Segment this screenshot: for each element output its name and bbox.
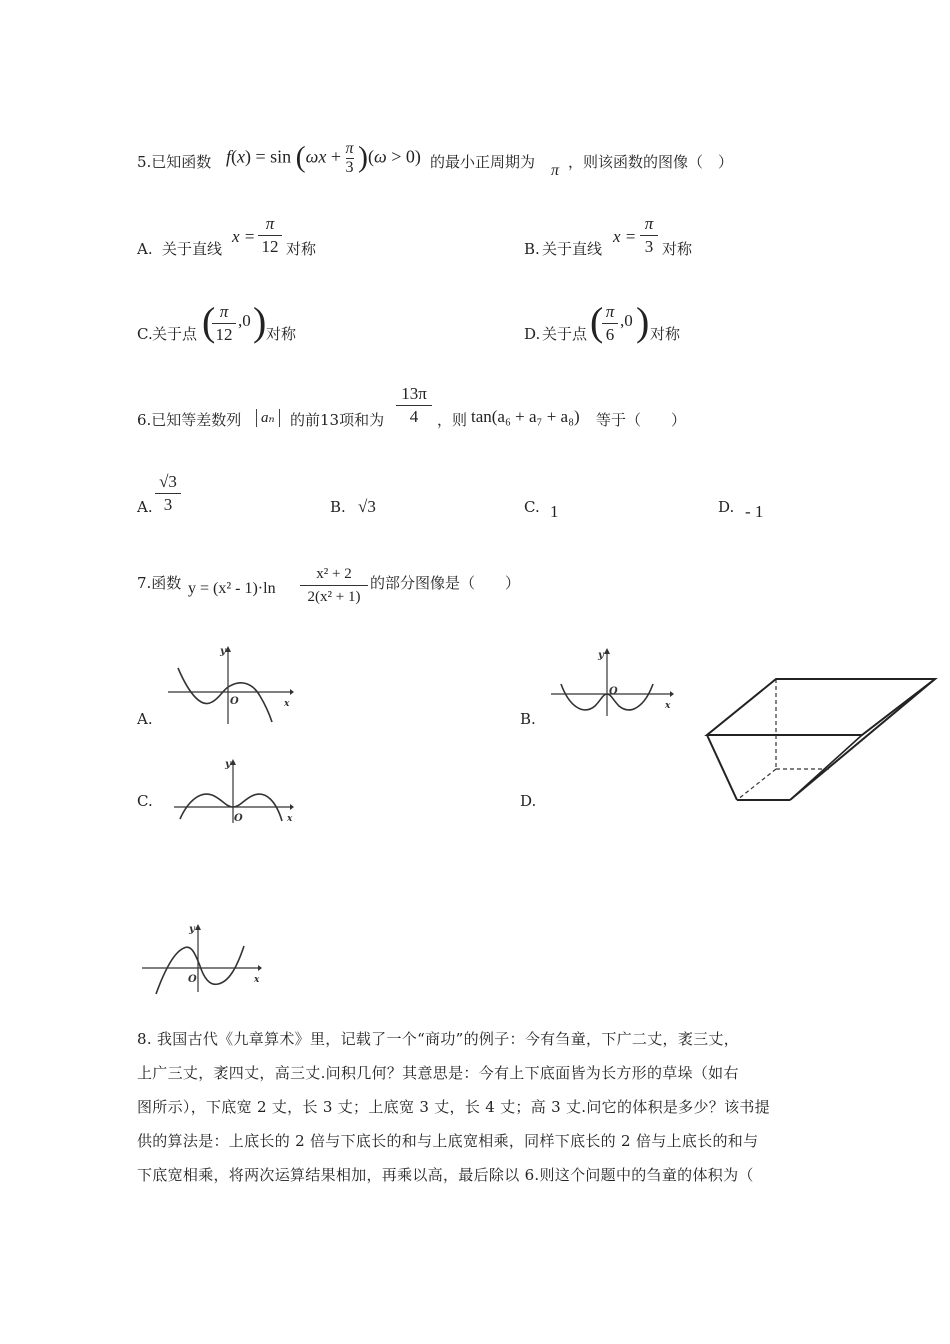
- y-axis-arrow: [230, 759, 236, 765]
- q7-graph-d: [138, 922, 266, 996]
- x-axis-arrow: [670, 691, 674, 697]
- frustum-edge: [707, 735, 737, 800]
- q7-graph-c: [170, 757, 300, 827]
- q7-graph-b: [545, 648, 675, 720]
- x-axis-label: x: [665, 701, 671, 711]
- q6-option-c-value: 1: [550, 502, 559, 521]
- q5-option-d-suffix: 对称: [650, 325, 681, 343]
- q5-option-a-suffix: 对称: [286, 240, 317, 258]
- q6-option-a-label: A.: [137, 498, 153, 516]
- q6-option-d-label: D.: [718, 498, 735, 516]
- q7-fraction: x² + 2 2(x² + 1): [300, 564, 368, 607]
- q5-option-d-paren-left: (: [590, 299, 604, 344]
- origin-label: O: [234, 813, 243, 824]
- q5-option-c-paren-right: ): [253, 299, 267, 344]
- x-axis-label: x: [284, 699, 290, 709]
- y-axis-arrow: [195, 924, 201, 930]
- q5-lead: 5.已知函数: [137, 153, 212, 171]
- q7-option-c-label: C.: [137, 792, 153, 810]
- q5-option-b-label: B.: [524, 240, 540, 258]
- q5-option-b-var: x =: [613, 227, 637, 246]
- q6-expression: tan(a₆ + a₇ + a₈): [471, 407, 580, 426]
- frustum-hidden-edge: [737, 769, 776, 800]
- q5-option-c-text: 关于点: [152, 325, 198, 343]
- curve: [178, 668, 272, 722]
- x-axis-arrow: [290, 689, 294, 695]
- q5-option-d-label: D.: [524, 325, 541, 343]
- origin-label: O: [230, 696, 239, 707]
- q5-option-b-text: 关于直线: [542, 240, 603, 258]
- q5-tail2: ，则该函数的图像（ ）: [568, 153, 734, 171]
- q5-option-c-after: ,0: [238, 311, 251, 330]
- q5-option-d-paren-right: ): [636, 299, 650, 344]
- q7-formula-left: y = (x² - 1)·ln: [188, 580, 276, 597]
- q6-mid: 的前13项和为: [290, 411, 385, 429]
- q5-option-a-text: 关于直线: [162, 240, 223, 258]
- q5-option-c-paren-left: (: [202, 299, 216, 344]
- q5-option-a-label: A.: [137, 240, 153, 258]
- q5-option-d-fraction: π 6: [602, 302, 618, 345]
- y-axis-label: y: [598, 650, 604, 661]
- q8-paragraph: [137, 1022, 817, 1192]
- q7-option-a-label: A.: [137, 710, 153, 728]
- q7-graph-a: [160, 646, 295, 726]
- q5-option-b-suffix: 对称: [662, 240, 693, 258]
- q6-option-b-value: √3: [358, 497, 376, 516]
- frustum-edge: [790, 679, 935, 800]
- origin-label: O: [609, 686, 618, 697]
- q7-option-d-label: D.: [520, 792, 537, 810]
- q6-lead: 6.已知等差数列: [137, 411, 242, 429]
- x-axis-arrow: [290, 804, 294, 810]
- q6-option-d-value: - 1: [745, 502, 764, 521]
- q6-option-b-label: B.: [330, 498, 346, 516]
- q5-period: π: [551, 162, 560, 179]
- q6-tail: 等于（ ）: [596, 411, 687, 429]
- y-axis-label: y: [220, 646, 226, 657]
- q5-option-d-after: ,0: [620, 311, 633, 330]
- q5-option-c-suffix: 对称: [266, 325, 297, 343]
- q5-formula: $f(x) = \sin (\omega x + \frac{\pi}{3}$ )(ω > 0): [226, 140, 421, 176]
- q6-sum-fraction: 13π 4: [396, 384, 432, 427]
- q5-option-b-fraction: π 3: [640, 214, 658, 257]
- q5-option-c-label: C.: [137, 325, 153, 343]
- y-axis-label: y: [189, 924, 195, 935]
- q8-line: 上广三丈，袤四丈，高三丈.问积几何？其意思是：今有上下底面皆为长方形的草垛（如右: [137, 1064, 739, 1082]
- q6-option-a-fraction: √3 3: [155, 472, 181, 515]
- q7-option-b-label: B.: [520, 710, 536, 728]
- y-axis-label: y: [225, 759, 231, 770]
- q7-lead: 7.函数: [137, 574, 182, 592]
- q6-mid2: ，则: [437, 411, 468, 429]
- q8-line: 8. 我国古代《九章算术》里，记载了一个“商功”的例子：今有刍童，下广二丈，袤三丈，: [137, 1030, 740, 1048]
- x-axis-arrow: [258, 965, 262, 971]
- x-axis-label: x: [287, 814, 293, 824]
- q5-option-a-var: x =: [232, 227, 256, 246]
- q7-tail: 的部分图像是（ ）: [370, 574, 521, 592]
- y-axis-arrow: [604, 648, 610, 654]
- q5-option-c-fraction: π 12: [212, 302, 236, 345]
- q5-option-a-fraction: π 12: [258, 214, 282, 257]
- frustum-figure: [690, 665, 945, 815]
- q8-line: 供的算法是：上底长的 2 倍与下底长的和与上底宽相乘，同样下底长的 2 倍与上底长的和与: [137, 1132, 759, 1150]
- origin-label: O: [188, 974, 197, 985]
- curve: [156, 946, 244, 994]
- x-axis-label: x: [254, 975, 260, 985]
- q8-line: 下底宽相乘，将两次运算结果相加，再乘以高，最后除以 6.则这个问题中的刍童的体积为（: [137, 1166, 754, 1184]
- q8-line: 图所示），下底宽 2 丈，长 3 丈；上底宽 3 丈，长 4 丈；高 3 丈.问它的体积是多少？该书提: [137, 1098, 770, 1116]
- q6-sequence: aₙ: [256, 409, 280, 427]
- q5-tail: 的最小正周期为: [430, 153, 536, 171]
- q5-option-d-text: 关于点: [542, 325, 588, 343]
- y-axis-arrow: [225, 646, 231, 652]
- q6-option-c-label: C.: [524, 498, 540, 516]
